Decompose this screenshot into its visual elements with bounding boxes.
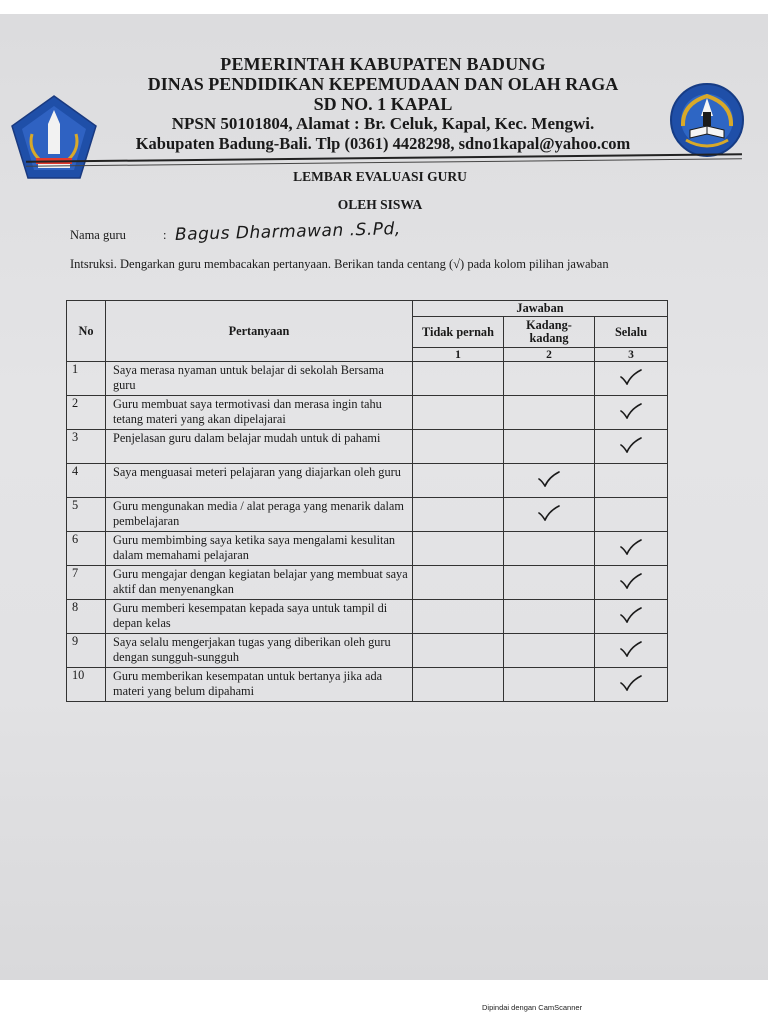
table-row: [67, 634, 668, 668]
checkmark-icon: [620, 442, 642, 456]
answer-cell-3: [595, 430, 668, 464]
table-row: [67, 532, 668, 566]
scanner-watermark: Dipindai dengan CamScanner: [482, 1003, 583, 1012]
row-question: Guru memberi kesempatan kepada saya untuk tampil di depan kelas: [106, 600, 413, 634]
checkmark-icon: [620, 646, 642, 660]
row-number: 1: [67, 362, 106, 396]
answer-cell-1: [413, 498, 504, 532]
answer-cell-2: [504, 362, 595, 396]
row-number: 7: [67, 566, 106, 600]
table-row: [67, 498, 668, 532]
header-government: PEMERINTAH KABUPATEN BADUNG: [220, 54, 546, 74]
row-number: 3: [67, 430, 106, 464]
answer-cell-1: [413, 668, 504, 702]
header-question: Pertanyaan: [106, 301, 413, 362]
question-rows: [67, 362, 668, 702]
row-question: Saya selalu mengerjakan tugas yang diberikan oleh guru dengan sungguh-sungguh: [106, 634, 413, 668]
table-row: [67, 464, 668, 498]
teacher-name-label: Nama guru: [70, 228, 126, 242]
header-answer: Jawaban: [413, 301, 668, 317]
option-always: Selalu: [595, 317, 668, 348]
answer-cell-1: [413, 600, 504, 634]
row-question: Guru mengajar dengan kegiatan belajar yang membuat saya aktif dan menyenangkan: [106, 566, 413, 600]
form-title: LEMBAR EVALUASI GURU: [293, 169, 467, 184]
option-never-score: 1: [413, 348, 504, 362]
row-number: 8: [67, 600, 106, 634]
answer-cell-3: [595, 634, 668, 668]
answer-cell-1: [413, 532, 504, 566]
form-subtitle: OLEH SISWA: [337, 197, 423, 212]
answer-cell-2: [504, 634, 595, 668]
table-row: [67, 566, 668, 600]
row-number: 2: [67, 396, 106, 430]
table-row: [67, 396, 668, 430]
row-number: 10: [67, 668, 106, 702]
answer-cell-2: [504, 464, 595, 498]
checkmark-icon: [538, 476, 560, 490]
option-always-score: 3: [595, 348, 668, 362]
answer-cell-3: [595, 498, 668, 532]
answer-cell-2: [504, 532, 595, 566]
answer-cell-1: [413, 396, 504, 430]
checkmark-icon: [538, 510, 560, 524]
table-row: [67, 430, 668, 464]
answer-cell-3: [595, 362, 668, 396]
answer-cell-2: [504, 566, 595, 600]
answer-cell-1: [413, 362, 504, 396]
evaluation-table: [66, 300, 668, 702]
school-logo: [666, 82, 748, 158]
table-row: [67, 668, 668, 702]
answer-cell-3: [595, 464, 668, 498]
answer-cell-2: [504, 396, 595, 430]
teacher-name-colon: :: [163, 228, 167, 242]
option-sometimes: Kadang-kadang: [504, 317, 595, 348]
answer-cell-2: [504, 430, 595, 464]
row-question: Guru membimbing saya ketika saya mengalami kesulitan dalam memahami pelajaran: [106, 532, 413, 566]
row-question: Guru memberikan kesempatan untuk bertanya jika ada materi yang belum dipahami: [106, 668, 413, 702]
badung-regency-logo: [10, 94, 98, 180]
teacher-name-handwritten: Bagus Dharmawan .S.Pd,: [174, 219, 401, 245]
checkmark-icon: [620, 544, 642, 558]
option-sometimes-score: 2: [504, 348, 595, 362]
answer-cell-3: [595, 396, 668, 430]
header-address: NPSN 50101804, Alamat : Br. Celuk, Kapal, Kec. Mengwi.: [171, 114, 595, 133]
table-row: [67, 362, 668, 396]
row-question: Saya menguasai meteri pelajaran yang diajarkan oleh guru: [106, 464, 413, 498]
header-school-name: SD NO. 1 KAPAL: [313, 94, 453, 114]
row-question: Guru mengunakan media / alat peraga yang menarik dalam pembelajaran: [106, 498, 413, 532]
row-number: 5: [67, 498, 106, 532]
answer-cell-2: [504, 600, 595, 634]
answer-cell-2: [504, 498, 595, 532]
answer-cell-3: [595, 566, 668, 600]
header-contact: Kabupaten Badung-Bali. Tlp (0361) 4428298, sdno1kapal@yahoo.com: [135, 134, 631, 153]
row-question: Saya merasa nyaman untuk belajar di sekolah Bersama guru: [106, 362, 413, 396]
answer-cell-3: [595, 532, 668, 566]
answer-cell-1: [413, 464, 504, 498]
checkmark-icon: [620, 578, 642, 592]
row-number: 9: [67, 634, 106, 668]
row-number: 4: [67, 464, 106, 498]
header-department: DINAS PENDIDIKAN KEPEMUDAAN DAN OLAH RAGA: [147, 74, 619, 94]
checkmark-icon: [620, 612, 642, 626]
answer-cell-1: [413, 634, 504, 668]
row-question: Guru membuat saya termotivasi dan merasa ingin tahu tetang materi yang akan dipelajarai: [106, 396, 413, 430]
answer-cell-1: [413, 566, 504, 600]
scan-footer: [0, 980, 768, 1024]
answer-cell-1: [413, 430, 504, 464]
row-question: Penjelasan guru dalam belajar mudah untuk di pahami: [106, 430, 413, 464]
header-no: No: [67, 301, 106, 362]
option-never: Tidak pernah: [413, 317, 504, 348]
checkmark-icon: [620, 680, 642, 694]
answer-cell-2: [504, 668, 595, 702]
answer-cell-3: [595, 668, 668, 702]
checkmark-icon: [620, 408, 642, 422]
row-number: 6: [67, 532, 106, 566]
checkmark-icon: [620, 374, 642, 388]
answer-cell-3: [595, 600, 668, 634]
instructions: Intsruksi. Dengarkan guru membacakan pertanyaan. Berikan tanda centang (√) pada kolom pilihan jawaban: [70, 257, 609, 271]
table-row: [67, 600, 668, 634]
document-page: [0, 14, 768, 980]
